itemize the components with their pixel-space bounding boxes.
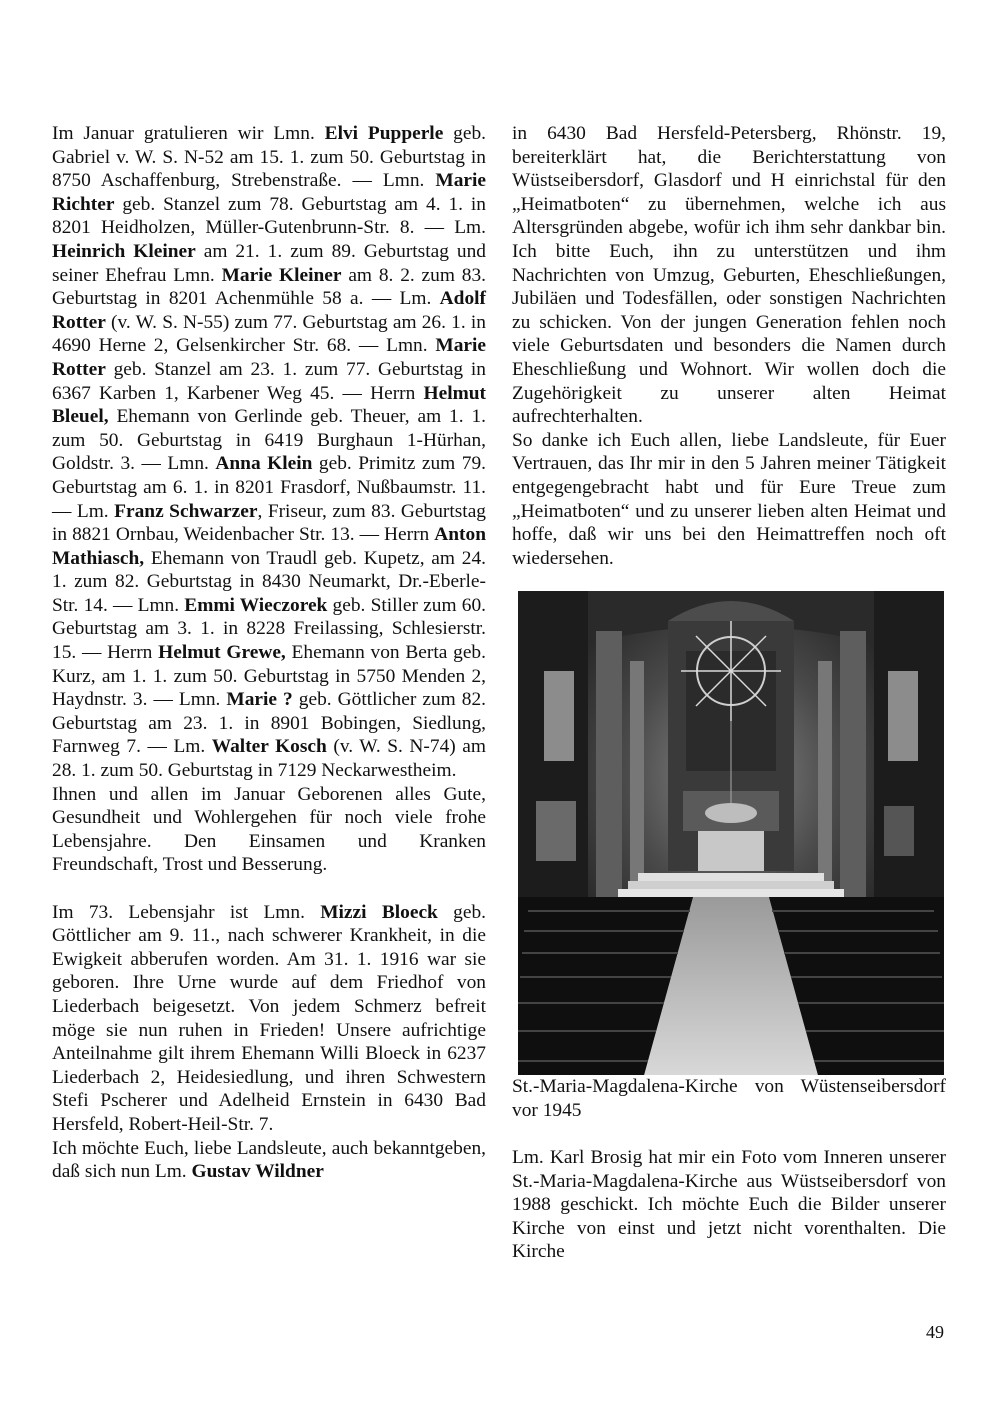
person-name: Marie Kleiner [221,264,342,286]
thanks-paragraph: So danke ich Euch allen, liebe Landsleute, für Euer Vertrauen, das Ihr mir in den 5 Jahren meiner Tätigkeit entgegengebracht habt und für Eure Treue zum „Heimatboten“ und zu unserer lieben alten Heimat und hoffe, daß wir uns bei den Heimattreffen noch oft wiedersehen. [512,429,946,569]
person-name: Mizzi Bloeck [320,901,438,923]
person-name: Anna Klein [215,453,313,475]
birthday-greetings-paragraph: Im Januar gratulieren wir Lmn. Elvi Pupperle geb. Gabriel v. W. S. N-52 am 15. 1. zum 50. Geburtstag in 8750 Aschaffenburg, Strebenstraße. — Lmn. Marie Richter geb. Stanzel zum 78. Geburtstag am 4. 1. in 8201 Heidholzen, Müller-Gutenbrunn-Str. 8. — Lm. Heinrich Kleiner am 21. 1. zum 89. Geburtstag und seiner Ehefrau Lmn. Marie Kleiner am 8. 2. zum 83. Geburtstag in 8201 Achenmühle 58 a. — Lm. Adolf Rotter (v. W. S. N-55) zum 77. Geburtstag am 26. 1. in 4690 Herne 2, Gelsenkircher Str. 68. — Lmn. Marie Rotter geb. Stanzel am 23. 1. zum 77. Geburtstag in 6367 Karben 1, Karbener Weg 45. — Herrn Helmut Bleuel, Ehemann von Gerlinde geb. Theuer, am 1. 1. zum 50. Geburtstag in 6419 Burghaun 1-Hürhan, Goldstr. 3. — Lmn. Anna Klein geb. Primitz zum 79. Geburtstag am 6. 1. in 8201 Frasdorf, Nußbaumstr. 11. — Lm. Franz Schwarzer, Friseur, zum 83. Geburtstag in 8821 Ornbau, Weidenbacher Str. 13. — Herrn Anton Mathiasch, Ehemann von Traudl geb. Kupetz, am 24. 1. zum 82. Geburtstag in 8430 Neumarkt, Dr.-Eberle-Str. 14. — Lmn. Emmi Wieczorek geb. Stiller zum 60. Geburtstag am 3. 1. in 8228 Freilassing, Schlesierstr. 15. — Herrn Helmut Grewe, Ehemann von Berta geb. Kurz, am 1. 1. zum 50. Geburtstag in 5750 Menden 2, Haydnstr. 3. — Lmn. Marie ? geb. Göttlicher zum 82. Geburtstag am 23. 1. in 8901 Bobingen, Siedlung, Farnweg 7. — Lm. Walter Kosch (v. W. S. N-74) am 28. 1. zum 50. Geburtstag in 7129 Neckarwestheim. [52,123,487,782]
person-name: Anton Mathiasch, [52,524,486,569]
page-number: 49 [926,1322,944,1342]
right-column [512,122,946,1264]
continuation-paragraph: in 6430 Bad Hersfeld-Petersberg, Rhönstr. 19, bereiterklärt hat, die Berichterstattung von Wüstseibersdorf, Glasdorf und H einrichstal für den „Heimatboten“ zu übernehmen, welche ich aus Altersgründen abgebe, wofür ich ihm sehr dankbar bin. Ich bitte Euch, ihn zu unterstützen und ihm Nachrichten von Umzug, Geburten, Eheschließungen, Jubiläen und Todesfällen, oder sonstigen Nachrichten zu schicken. Von der jungen Generation fehlen noch viele Geburtsdaten und besonders die Namen durch Eheschließung und Wohnort. Wir wollen doch die Zugehörigkeit zu unserer alten Heimat aufrechterhalten. [512,123,946,428]
church-interior-photo [518,591,944,1075]
person-name: Marie Rotter [52,335,486,380]
announcement-paragraph: Ich möchte Euch, liebe Landsleute, auch bekanntgeben, daß sich nun Lm. Gustav Wildner [52,1137,486,1183]
left-column [52,122,486,1184]
wishes-paragraph: Ihnen und allen im Januar Geborenen alles Gute, Gesundheit und Wohlergehen für noch viele frohe Lebensjahre. Den Einsamen und Kranken Freundschaft, Trost und Besserung. [52,783,486,876]
person-name: Marie ? [226,689,293,711]
person-name: Walter Kosch [211,736,327,758]
person-name: Adolf Rotter [52,288,486,333]
person-name: Elvi Pupperle [324,123,444,144]
person-name: Gustav Wildner [191,1161,324,1183]
photo-caption: St.-Maria-Magdalena-Kirche von Wüstenseibersdorf vor 1945 [512,1076,946,1121]
person-name: Heinrich Kleiner [52,240,196,262]
person-name: Franz Schwarzer [114,500,258,522]
person-name: Emmi Wieczorek [184,594,328,616]
obituary-paragraph: Im 73. Lebensjahr ist Lmn. Mizzi Bloeck geb. Göttlicher am 9. 11., nach schwerer Krankheit, in die Ewigkeit abberufen worden. Am 31. 1. 1916 war sie geboren. Ihre Urne wurde auf dem Friedhof von Liederbach beigesetzt. Von jedem Schmerz befreit möge sie nun ruhen in Frieden! Unsere aufrichtige Anteilnahme gilt ihrem Ehemann Willi Bloeck in 6237 Liederbach 2, Heidesiedlung, und ihren Schwestern Stefi Pscherer und Adelheid Ernstein in 6430 Bad Hersfeld, Robert-Heil-Str. 7. [52,901,486,1135]
person-name: Helmut Bleuel, [52,382,486,428]
person-name: Marie Richter [52,170,486,215]
person-name: Helmut Grewe, [158,642,286,664]
photo-note-paragraph: Lm. Karl Brosig hat mir ein Foto vom Inneren unserer St.-Maria-Magdalena-Kirche aus Wüstseibersdorf von 1988 geschickt. Ich möchte Euch die Bilder unserer Kirche von einst und jetzt nicht vorenthalten. Die Kirche [512,1147,946,1263]
